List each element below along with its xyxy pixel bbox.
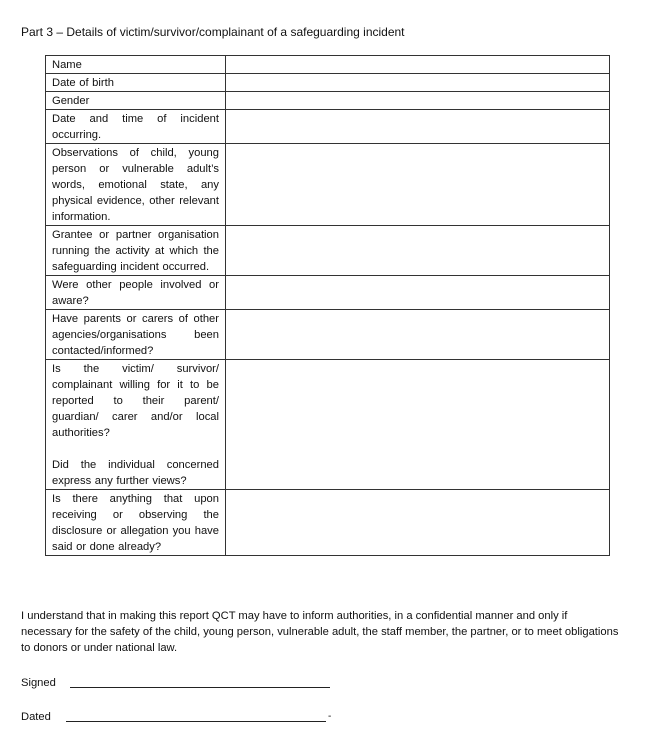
row-label-other-people (46, 276, 226, 310)
row-value-observations[interactable] (226, 144, 610, 226)
table-row (46, 110, 610, 144)
label-text: Observations of child, young person or vulnerable adult’s words, emotional state, any physical evidence, other relevant information. (52, 147, 219, 223)
table-row (46, 276, 610, 310)
label-text: Grantee or partner organisation running the activity at which the safeguarding incident occurred. (52, 229, 219, 273)
label-text: Were other people involved or aware? (52, 279, 219, 307)
row-label-willing-to-report (46, 360, 226, 490)
label-text: Have parents or carers of other agencies/organisations been contacted/informed? (52, 313, 219, 357)
table-row (46, 144, 610, 226)
row-label-date-of-birth (46, 74, 226, 92)
row-value-parents-contacted[interactable] (226, 310, 610, 360)
row-value-date-of-birth[interactable] (226, 74, 610, 92)
row-value-incident-time[interactable] (226, 110, 610, 144)
row-label-gender (46, 92, 226, 110)
label-text: Is there anything that upon receiving or observing the disclosure or allegation you have said or done already? (52, 493, 219, 553)
label-text-secondary: Did the individual concerned express any further views? (52, 459, 219, 487)
label-text: Gender (52, 95, 90, 107)
label-text: Date of birth (52, 77, 114, 89)
label-text: Date and time of incident occurring. (52, 113, 219, 141)
row-label-name (46, 56, 226, 74)
consent-statement: I understand that in making this report QCT may have to inform authorities, in a confidential manner and only if necessary for the safety of the child, young person, vulnerable adult, the staff member, the partner, or to meet obligations to donors or under national law. (21, 610, 619, 654)
label-text: Name (52, 59, 82, 71)
table-row (46, 56, 610, 74)
victim-details-table (45, 55, 610, 556)
table-row (46, 92, 610, 110)
dated-suffix: - (328, 711, 332, 722)
label-text: Is the victim/ survivor/ complainant willing for it to be reported to their parent/ guardian/ carer and/or local authorities? (52, 363, 219, 439)
row-label-observations (46, 144, 226, 226)
section-heading: Part 3 – Details of victim/survivor/complainant of a safeguarding incident (21, 25, 405, 39)
row-value-name[interactable] (226, 56, 610, 74)
row-label-parents-contacted (46, 310, 226, 360)
signed-label: Signed (21, 677, 56, 689)
row-value-gender[interactable] (226, 92, 610, 110)
row-value-willing-to-report[interactable] (226, 360, 610, 490)
table-row (46, 310, 610, 360)
table-row (46, 226, 610, 276)
row-label-actions-taken (46, 490, 226, 556)
table-row (46, 360, 610, 490)
dated-line[interactable] (66, 721, 326, 722)
row-label-organisation (46, 226, 226, 276)
row-value-actions-taken[interactable] (226, 490, 610, 556)
table-row (46, 490, 610, 556)
dated-label: Dated (21, 711, 51, 723)
table-row (46, 74, 610, 92)
row-value-organisation[interactable] (226, 226, 610, 276)
signed-line[interactable] (70, 687, 330, 688)
row-value-other-people[interactable] (226, 276, 610, 310)
row-label-incident-time (46, 110, 226, 144)
